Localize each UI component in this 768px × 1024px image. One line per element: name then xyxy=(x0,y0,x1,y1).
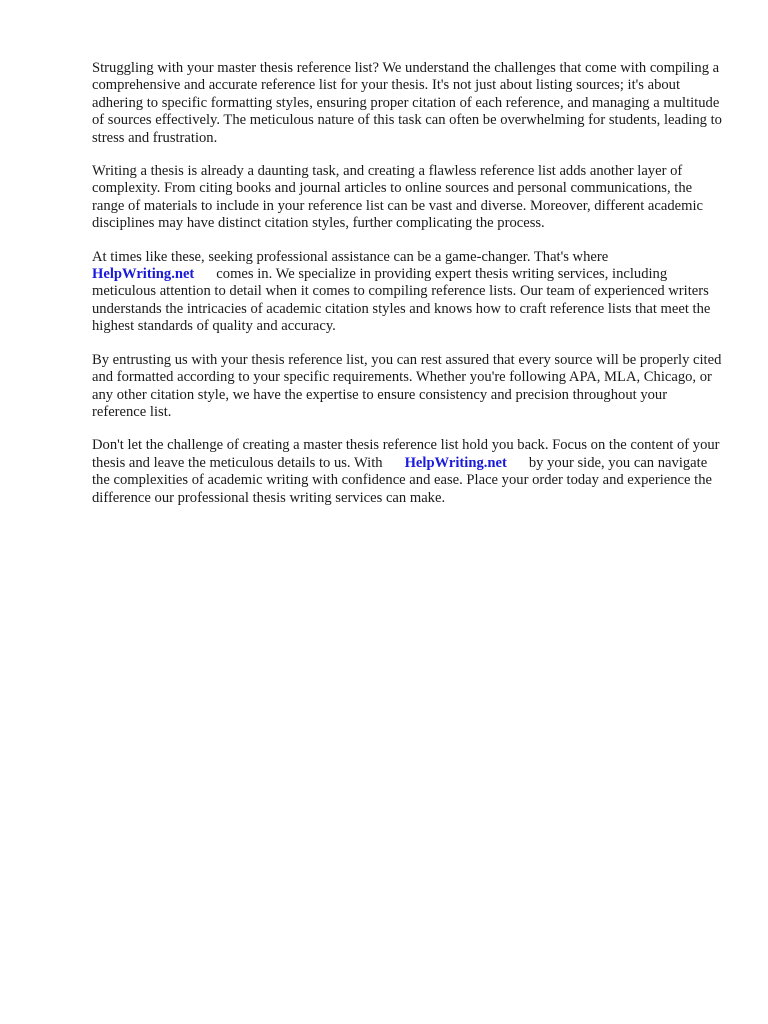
paragraph-assistance-after: comes in. We specialize in providing expert thesis writing services, including meticulous attention to detail when it comes to compiling reference lists. Our team of experienced writers understands the intricacies of academic citation styles and knows how to craft reference lists that meet the highest standards of quality and accuracy. xyxy=(92,266,711,335)
paragraph-closing-before: Don't let the challenge of creating a master thesis reference list hold you back. Focus on the content of your thesis and leave the meticulous details to us. With xyxy=(92,437,720,471)
paragraph-assistance xyxy=(92,249,722,336)
paragraph-complexity: Writing a thesis is already a daunting task, and creating a flawless reference list adds another layer of complexity. From citing books and journal articles to online sources and personal communications, the range of materials to include in your reference list can be vast and diverse. Moreover, different academic disciplines may have distinct citation styles, further complicating the process. xyxy=(92,163,704,232)
paragraph-closing xyxy=(92,437,722,507)
paragraph-closing-after: by your side, you can navigate the complexities of academic writing with confidence and ease. Place your order today and experience the difference our professional thesis writing services can make. xyxy=(92,454,712,506)
paragraph-assistance-before: At times like these, seeking professional assistance can be a game-changer. That's where xyxy=(92,248,609,265)
paragraph-intro: Struggling with your master thesis reference list? We understand the challenges that come with compiling a comprehensive and accurate reference list for your thesis. It's not just about listing sources; it's about adhering to specific formatting styles, ensuring proper citation of each reference, and managing a multitude of sources effectively. The meticulous nature of this task can often be overwhelming for students, leading to stress and frustration. xyxy=(92,60,722,146)
document-body xyxy=(92,60,722,523)
paragraph-entrusting: By entrusting us with your thesis reference list, you can rest assured that every source will be properly cited and formatted according to your specific requirements. Whether you're following APA, MLA, Chicago, or any other citation style, we have the expertise to ensure consistency and precision throughout your reference list. xyxy=(92,351,722,420)
helpwriting-link-closing[interactable]: HelpWriting.net xyxy=(404,454,507,471)
helpwriting-link[interactable]: HelpWriting.net xyxy=(92,266,195,283)
